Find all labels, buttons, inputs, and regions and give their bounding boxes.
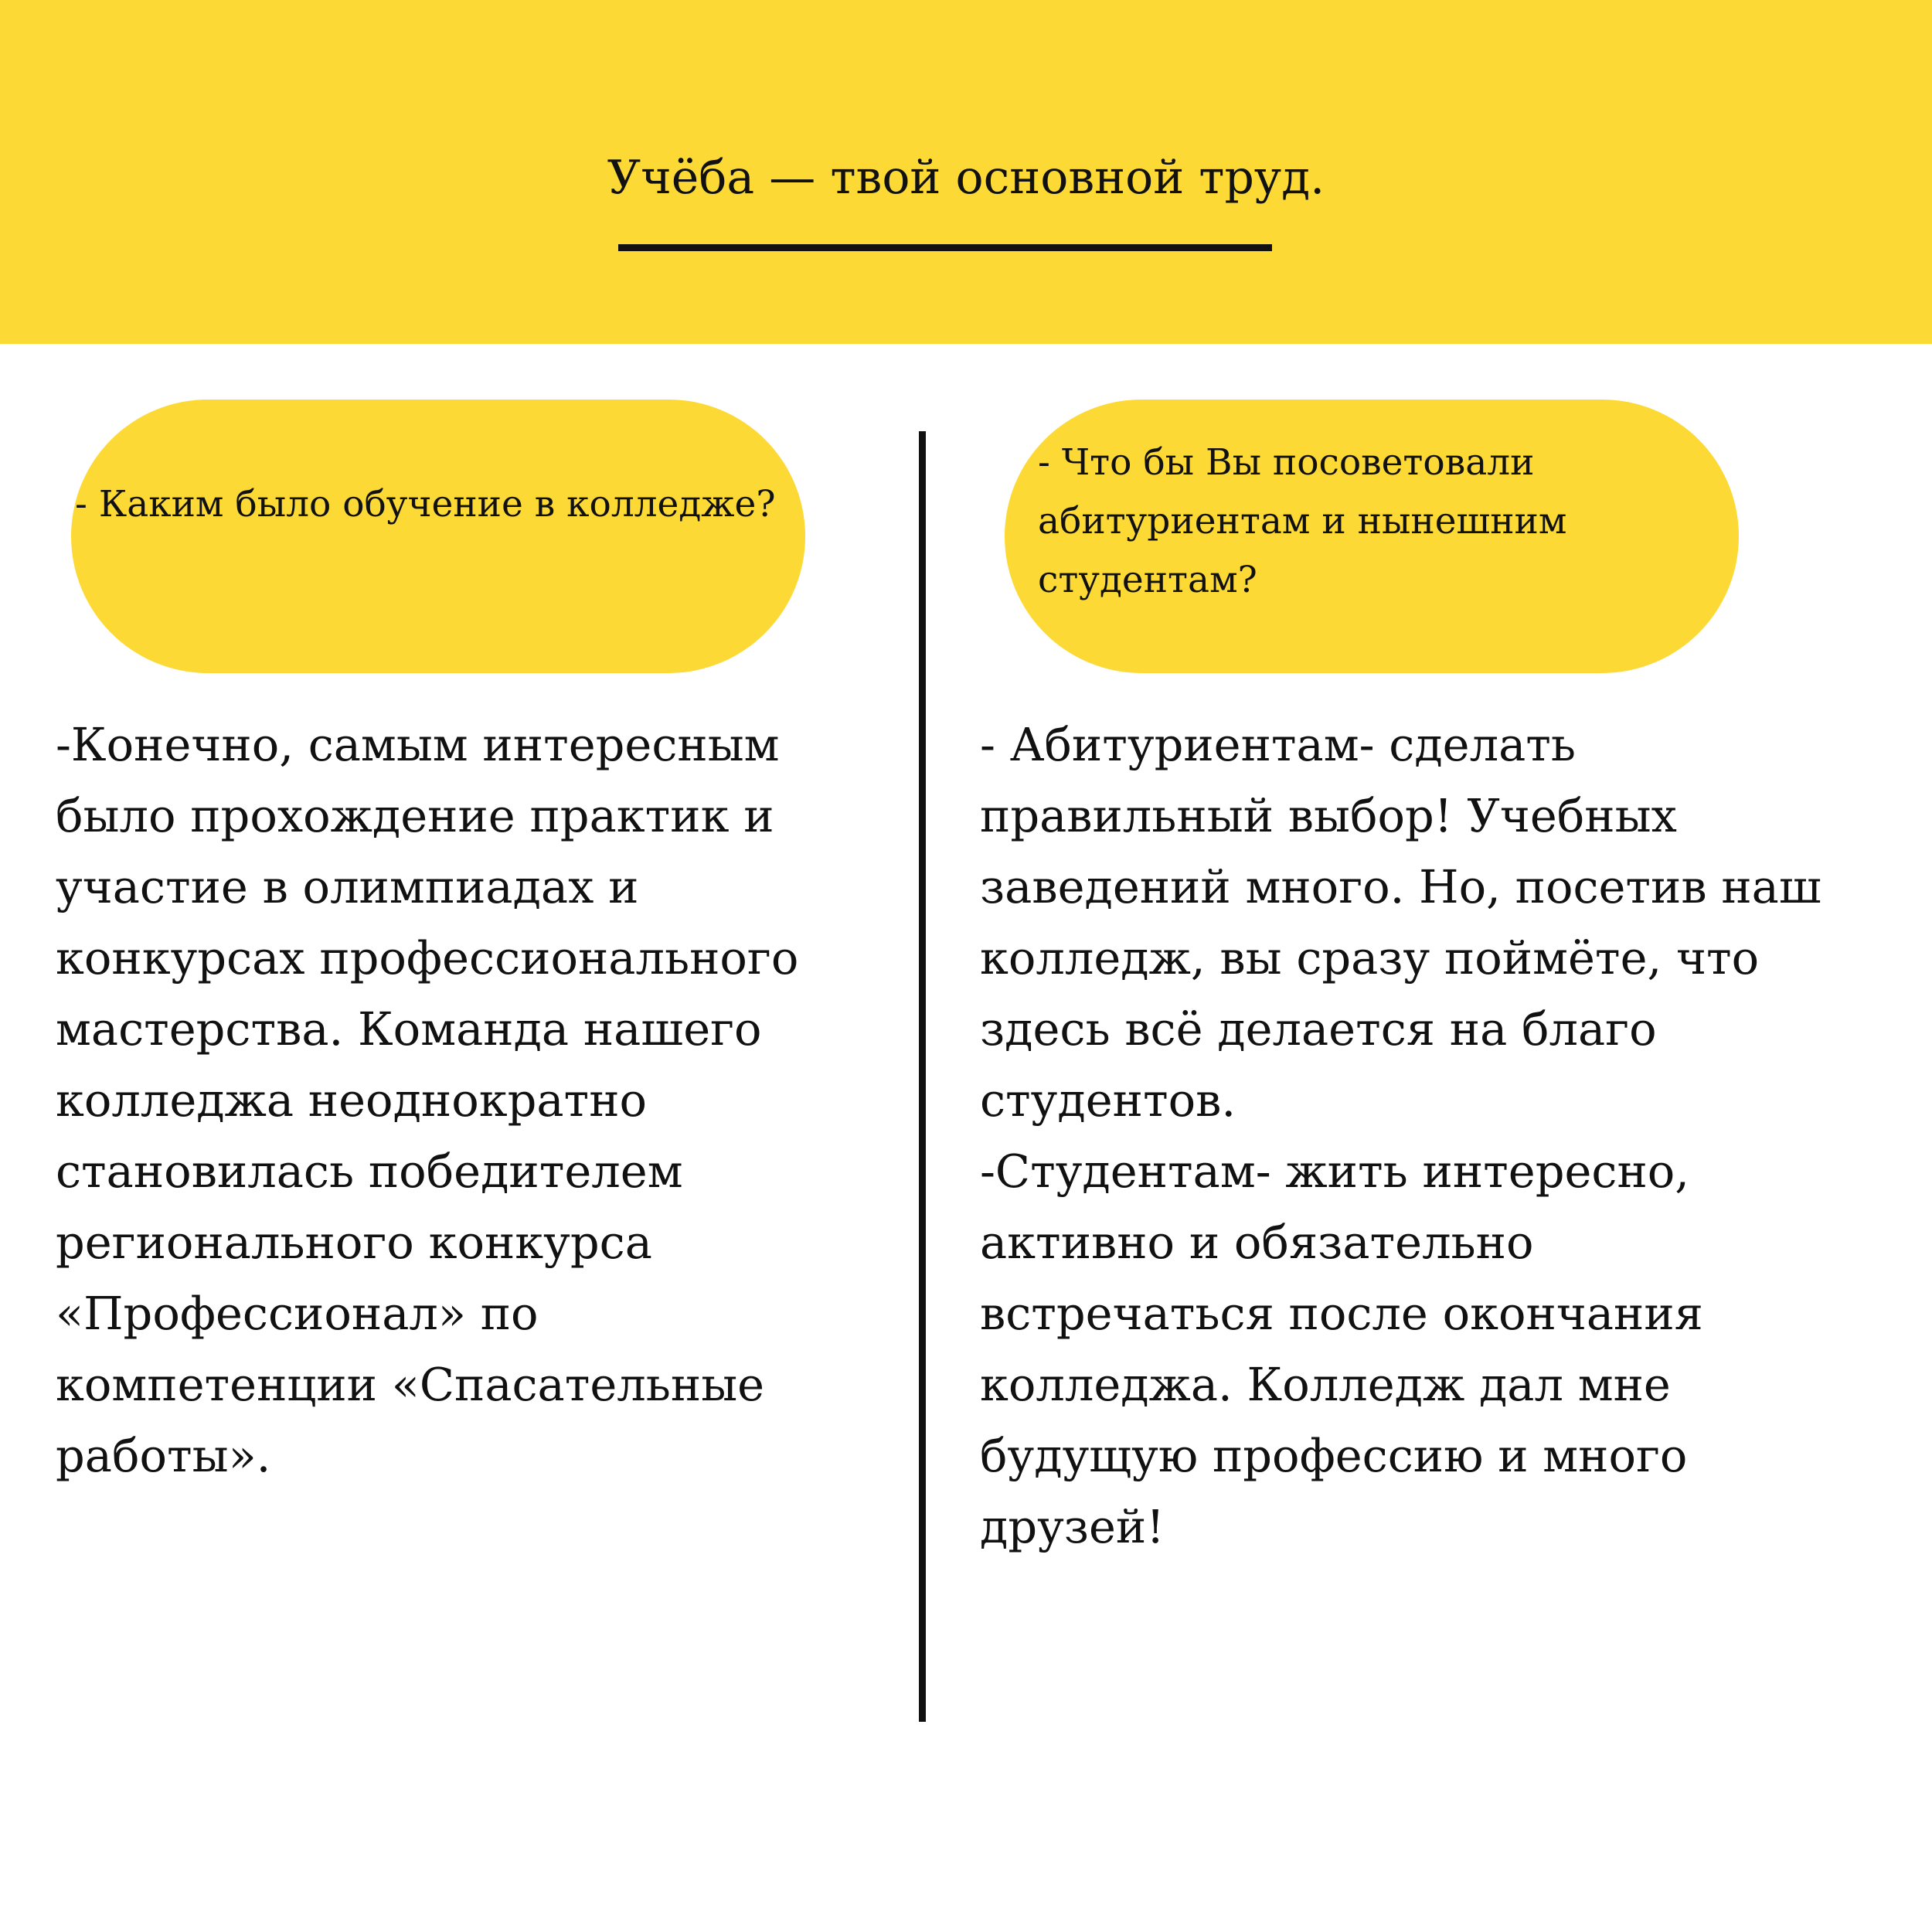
answer-right-line: встречаться после окончания [980,1287,1703,1340]
question-right-line: - Что бы Вы посоветовали [1038,441,1535,484]
answer-right-line: правильный выбор! Учебных [980,789,1677,842]
answer-left-line: было прохождение практик и [56,789,774,842]
answer-left-line: -Конечно, самым интересным [56,718,780,771]
answer-right-line: студентов. [980,1073,1236,1127]
answer-left-line: регионального конкурса [56,1216,652,1269]
answer-right [980,709,1915,1563]
answer-left-line: мастерства. Команда нашего [56,1002,762,1056]
answer-left-line: колледжа неоднократно [56,1073,648,1127]
question-bubble-left [71,400,805,673]
answer-right-line: колледж, вы сразу поймёте, что [980,931,1760,985]
answer-left-line: «Профессионал» по [56,1287,539,1340]
question-right [1038,434,1733,610]
answer-left-line: участие в олимпиадах и [56,860,639,913]
answer-left-line: компетенции «Спасательные [56,1358,765,1411]
page-title: Учёба — твой основной труд. [607,151,1325,205]
answer-right-line: будущую профессию и много [980,1429,1688,1482]
answer-left-line: конкурсах профессионального [56,931,799,985]
answer-right-line: здесь всё делается на благо [980,1002,1657,1056]
answer-left-line: работы». [56,1429,271,1482]
answer-right-line: активно и обязательно [980,1216,1534,1269]
answer-right-line: друзей! [980,1500,1165,1553]
title-underline [618,244,1272,251]
answer-right-line: - Абитуриентам- сделать [980,718,1577,771]
question-left: - Каким было обучение в колледже? [75,483,776,526]
answer-left-line: становилась победителем [56,1145,683,1198]
answer-right-line: заведений много. Но, посетив наш [980,860,1821,913]
answer-right-line: колледжа. Колледж дал мне [980,1358,1671,1411]
question-right-line: студентам? [1038,559,1257,601]
question-right-line: абитуриентам и нынешним [1038,500,1567,543]
column-divider [919,431,926,1722]
answer-left [56,709,906,1492]
answer-right-line: -Студентам- жить интересно, [980,1145,1690,1198]
